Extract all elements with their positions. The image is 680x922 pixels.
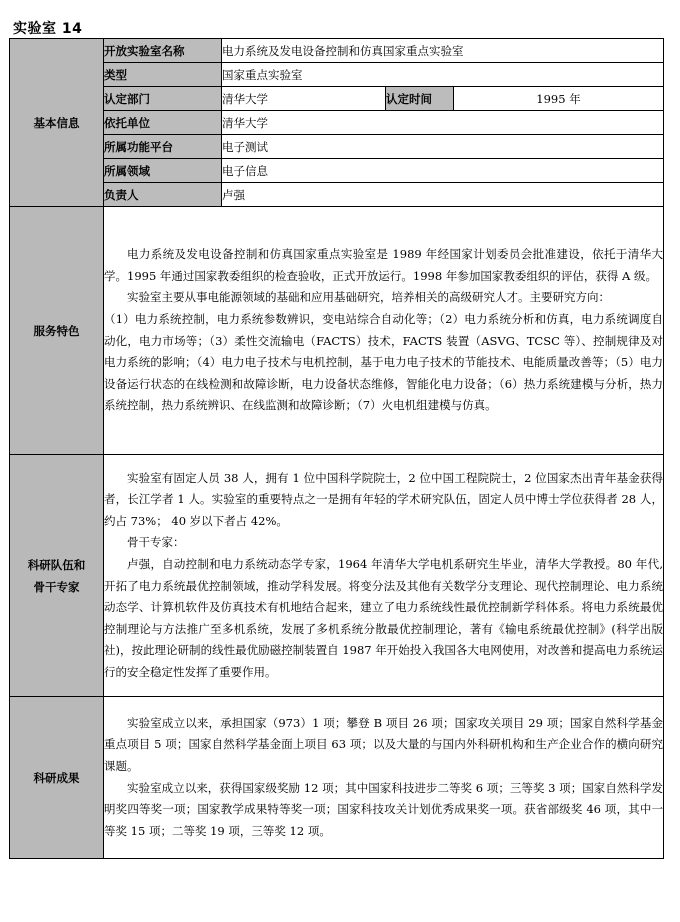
label-leader: 负责人 [104,183,222,207]
value-type: 国家重点实验室 [222,63,664,87]
label-host: 依托单位 [104,111,222,135]
results-paragraph-2: 实验室成立以来，获得国家级奖励 12 项；其中国家科技进步二等奖 6 项；三等奖 3 项；国家自然科学发明奖四等奖一项；国家教学成果特等奖一项；国家科技攻关计划优秀成果奖一项。获省部级奖 46 项，其中一等奖 15 项；二等奖 19 项，三等奖 12 项。 [104,780,663,838]
value-host: 清华大学 [222,111,664,135]
service-paragraph-2: 实验室主要从事电能源领域的基础和应用基础研究，培养相关的高级研究人才。主要研究方向： [127,290,610,305]
team-paragraph-3: 卢强，自动控制和电力系统动态学专家，1964 年清华大学电机系研究生毕业，清华大学教授。80 年代,开拓了电力系统最优控制领域，推动学科发展。将变分法及其他有关数学分支理论、现代控制理论、电力系统动态学、计算机软件及仿真技术有机地结合起来，建立了电力系统线性最优控制新学科体系。将电力系统最优控制理论与方法推广至多机系统，发展了多机系统分散最优控制理论，著有《输电系统最优控制》(科学出版社)，按此理论研制的线性最优励磁控制装置自 1987 年开始投入我国各大电网使用，对改善和提高电力系统运行的安全稳定性发挥了重要作用。 [104,556,663,679]
row-host [10,111,664,135]
label-dept: 认定部门 [104,87,222,111]
row-service [10,207,664,455]
row-type [10,63,664,87]
section-basic-info: 基本信息 [10,39,104,207]
results-content [104,697,664,859]
row-name [10,39,664,63]
row-field [10,159,664,183]
page-title: 实验室 14 [13,21,83,37]
value-leader: 卢强 [222,183,664,207]
value-field: 电子信息 [222,159,664,183]
section-team [10,455,104,697]
row-dept [10,87,664,111]
row-platform [10,135,664,159]
section-service: 服务特色 [10,207,104,455]
label-field: 所属领域 [104,159,222,183]
row-results [10,697,664,859]
section-results: 科研成果 [10,697,104,859]
value-platform: 电子测试 [222,135,664,159]
label-time: 认定时间 [386,87,454,111]
row-leader [10,183,664,207]
label-platform: 所属功能平台 [104,135,222,159]
value-lab-name: 电力系统及发电设备控制和仿真国家重点实验室 [222,39,664,63]
label-lab-name: 开放实验室名称 [104,39,222,63]
value-time: 1995 年 [454,87,664,111]
service-directions: （1）电力系统控制，电力系统参数辨识，变电站综合自动化等；（2）电力系统分析和仿真，电力系统调度自动化，电力市场等；（3）柔性交流输电（FACTS）技术，FACTS 装置（ASVG、TCSC 等）、控制规律及对电力系统的影响；（4）电力电子技术与电机控制，基于电力电子技术的节能技术、电能质量改善等；（5）电力设备运行状态的在线检测和故障诊断，电力设备状态维修，智能化电力设备；（6）热力系统建模与分析，热力系统控制，热力系统辨识、在线监测和故障诊断；（7）火电机组建模与仿真。 [104,311,663,413]
results-paragraph-1: 实验室成立以来，承担国家（973）1 项；攀登 B 项目 26 项；国家攻关项目 29 项；国家自然科学基金重点项目 5 项；国家自然科学基金面上项目 63 项；以及大量的与国内外科研机构和生产企业合作的横向研究课题。 [104,715,663,773]
section-team-line-1: 科研队伍和 [27,557,86,572]
team-content [104,455,664,697]
team-paragraph-2: 骨干专家： [127,535,185,550]
lab-info-table [9,38,664,859]
label-type: 类型 [104,63,222,87]
service-paragraph-1: 电力系统及发电设备控制和仿真国家重点实验室是 1989 年经国家计划委员会批准建设，依托于清华大学。1995 年通过国家教委组织的检查验收，正式开放运行。1998 年参加国家教委组织的评估，获得 A 级。 [104,247,663,283]
service-content [104,207,664,455]
value-dept: 清华大学 [222,87,386,111]
team-paragraph-1: 实验室有固定人员 38 人，拥有 1 位中国科学院院士，2 位中国工程院院士，2 位国家杰出青年基金获得者，长江学者 1 人。实验室的重要特点之一是拥有年轻的学术研究队伍，固定人员中博士学位获得者 28 人，约占 73%； 40 岁以下者占 42%。 [104,470,663,528]
section-team-line-2: 骨干专家 [33,579,80,594]
row-team [10,455,664,697]
